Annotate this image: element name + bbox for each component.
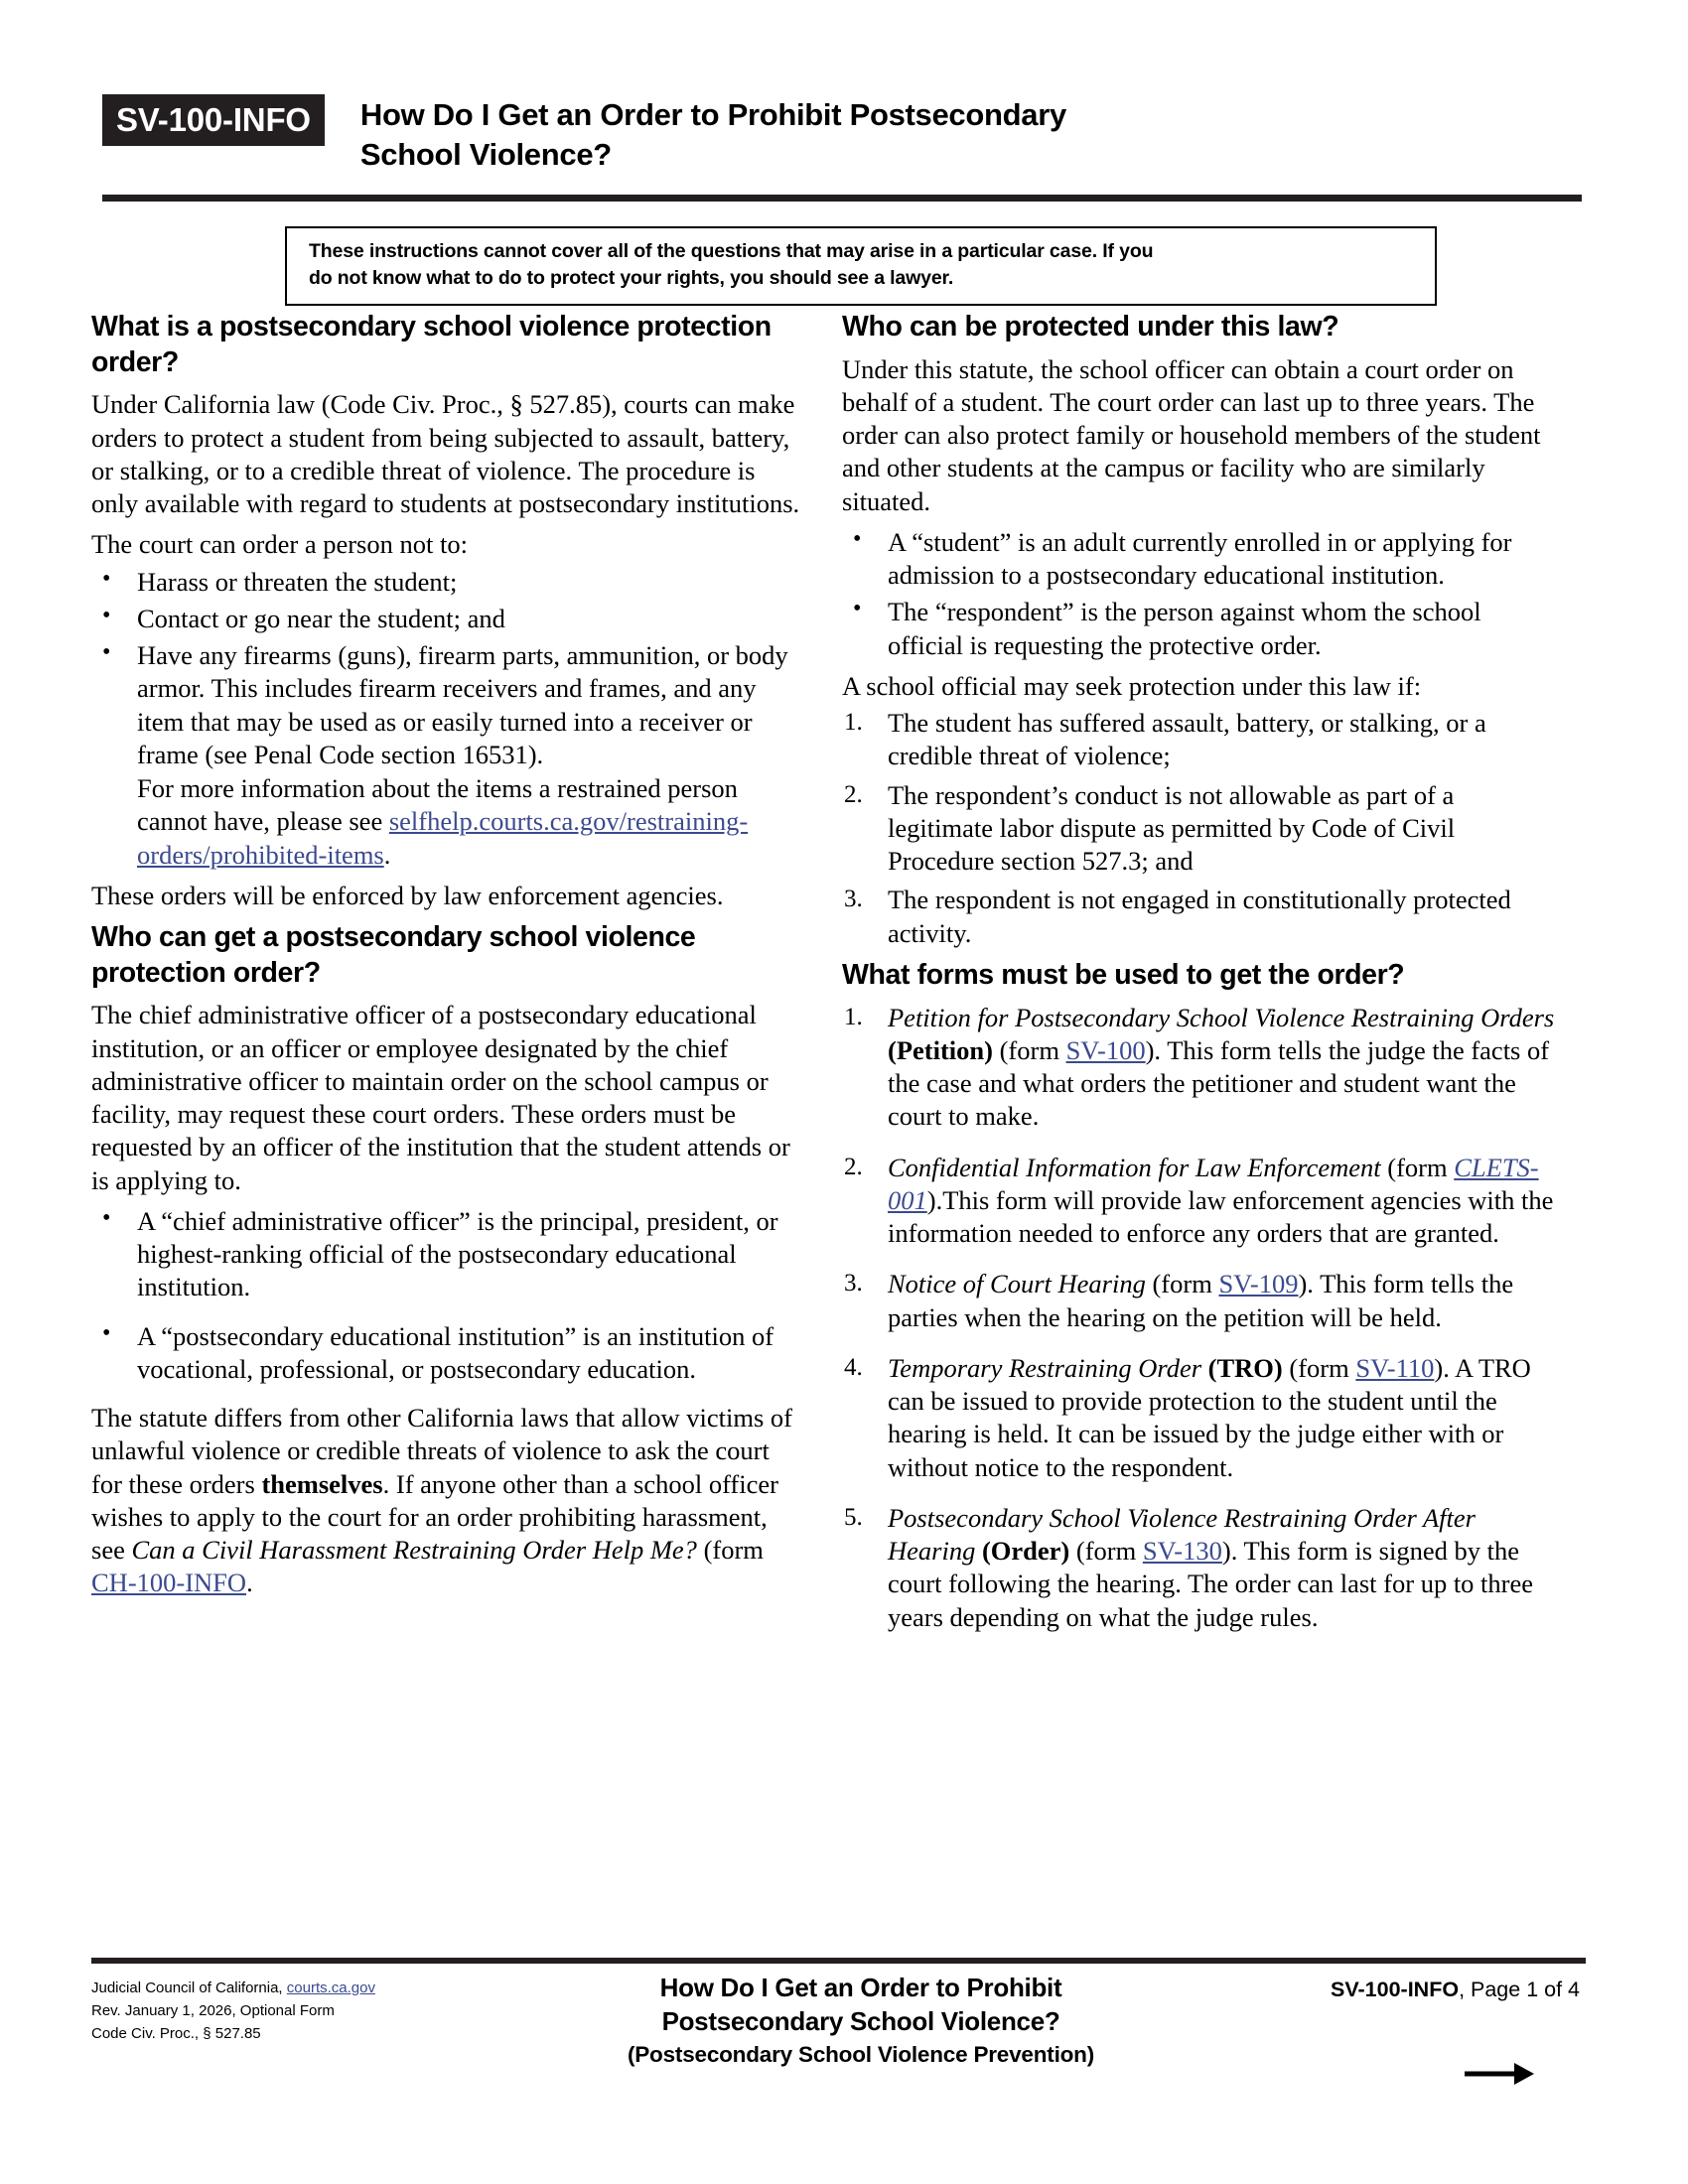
list-item: • A “postsecondary educational institution” is an institution of vocational, professional, or postsecondary education.	[91, 1320, 804, 1387]
list-item-text: Have any firearms (guns), firearm parts, ammunition, or body armor. This includes firearm receivers and frames, and any item that may be used as or easily turned into a receiver or frame (see Penal Code section 16531).	[137, 640, 788, 769]
form-mid-text: (form	[1282, 1352, 1356, 1383]
list-item	[842, 779, 1555, 879]
form-link-sv-109[interactable]: SV-109	[1218, 1269, 1299, 1299]
prohibited-items-link[interactable]: selfhelp.courts.ca.gov/restraining-orders/prohibited-items	[137, 806, 749, 870]
firearms-more-info-paragraph	[137, 772, 804, 872]
list-marker: 1.	[844, 709, 863, 737]
list-item	[842, 1352, 1555, 1484]
list-item: • Contact or go near the student; and	[91, 603, 804, 635]
footer-title-line2: Postsecondary School Violence?	[661, 2005, 1060, 2036]
more-info-suffix: .	[383, 839, 391, 870]
list-item: • A “chief administrative officer” is the principal, president, or highest-ranking official of the postsecondary educational institution.	[91, 1205, 804, 1304]
list-marker: 4.	[844, 1353, 863, 1381]
list-item	[842, 1002, 1555, 1134]
paragraph-under-california-law: Under California law (Code Civ. Proc., § 527.85), courts can make orders to protect a student from being subjected to assault, battery, or stalking, or to a credible threat of violence. The procedure is only available with regard to students at postsecondary institutions.	[91, 389, 800, 518]
footer-center-block	[479, 1972, 1243, 2071]
form-short-name-bold: (TRO)	[1201, 1352, 1283, 1383]
list-item-text: The student has suffered assault, battery, or stalking, or a credible threat of violence;	[888, 708, 1486, 771]
footer-subtitle-line: (Postsecondary School Violence Prevention)	[627, 2041, 1095, 2067]
list-item	[842, 707, 1555, 773]
footer-divider-rule	[91, 1958, 1586, 1964]
list-definitions-left	[91, 1205, 804, 1386]
page-title-line1: How Do I Get an Order to Prohibit Postsecondary	[359, 97, 1066, 132]
list-item	[842, 1268, 1555, 1334]
form-link-sv-110[interactable]: SV-110	[1355, 1352, 1435, 1383]
form-title-italic: Postsecondary School Violence Restraining Order After Hearing	[888, 1502, 1476, 1566]
list-definitions-right	[842, 526, 1555, 662]
statute-text-part4: .	[246, 1568, 253, 1598]
list-item	[842, 1152, 1555, 1251]
page-title	[360, 94, 1066, 175]
paragraph-enforced-by-law-enforcement: These orders will be enforced by law enforcement agencies.	[91, 880, 724, 910]
list-marker: 3.	[844, 886, 863, 913]
heading-what-is-order: What is a postsecondary school violence protection order?	[91, 311, 772, 378]
right-column	[842, 310, 1555, 1652]
statute-italic-form-title: Can a Civil Harassment Restraining Order Help Me?	[131, 1535, 697, 1565]
form-mid-text: (form	[1069, 1536, 1143, 1566]
form-description: ).This form will provide law enforcement agencies with the information needed to enforce any orders that are granted.	[888, 1184, 1554, 1248]
form-short-name-bold: (Order)	[975, 1536, 1070, 1566]
statute-bold-themselves: themselves	[261, 1468, 383, 1499]
list-marker: 3.	[844, 1270, 863, 1297]
list-item: • The “respondent” is the person against whom the school official is requesting the protective order.	[842, 596, 1555, 662]
form-short-name-bold: (Petition)	[888, 1034, 993, 1065]
form-mid-text: (form	[1380, 1152, 1455, 1182]
form-title-italic: Temporary Restraining Order	[888, 1352, 1202, 1383]
footer-judicial-council-line	[91, 1978, 375, 2000]
paragraph-statute-differs	[91, 1402, 804, 1600]
footer-right-block	[1331, 1978, 1580, 2002]
lead-in-court-can-order: The court can order a person not to:	[91, 529, 468, 560]
paragraph-under-this-statute: Under this statute, the school officer can obtain a court order on behalf of a student. The court order can last up to three years. The order can also protect family or household members of the student and other students at the campus or facility who are similarly situated.	[842, 353, 1541, 516]
statute-text-part2: . If anyone other than a school officer wishes to apply to the court for an order prohibiting harassment, see	[91, 1468, 778, 1565]
list-item-text: The respondent’s conduct is not allowable as part of a legitimate labor dispute as permitted by Code of Civil Procedure section 527.3; and	[888, 779, 1456, 877]
page-footer	[91, 1972, 1586, 2120]
list-marker: 1.	[844, 1003, 863, 1030]
form-link-sv-100[interactable]: SV-100	[1065, 1034, 1146, 1065]
ch-100-info-link[interactable]: CH-100-INFO	[91, 1568, 247, 1598]
footer-council-prefix: Judicial Council of California,	[91, 1979, 287, 1996]
list-court-orders	[91, 566, 804, 872]
heading-who-can-get-order: Who can get a postsecondary school violence protection order?	[91, 921, 696, 989]
left-column	[91, 310, 804, 1608]
header-row	[102, 94, 1582, 175]
lead-in-school-official-may-seek: A school official may seek protection under this law if:	[842, 670, 1422, 701]
statute-text-part3: (form	[696, 1535, 764, 1565]
form-title-italic: Petition for Postsecondary School Violence Restraining Orders	[888, 1002, 1555, 1032]
form-title-italic: Notice of Court Hearing	[888, 1269, 1146, 1299]
paragraph-chief-administrative-officer: The chief administrative officer of a postsecondary educational institution, or an officer or employee designated by the chief administrative officer to maintain order on the school campus or facility, may request these court orders. These orders must be requested by an officer of the institution that the student attends or is applying to.	[91, 1000, 790, 1195]
form-description: ). This form tells the parties when the hearing on the petition will be held.	[888, 1269, 1514, 1332]
list-item	[842, 1502, 1555, 1634]
list-item: • Harass or threaten the student;	[91, 566, 804, 599]
footer-left-block	[91, 1978, 375, 2045]
heading-who-can-be-protected: Who can be protected under this law?	[842, 311, 1339, 342]
list-marker: 2.	[844, 780, 863, 808]
list-item: • A “student” is an adult currently enrolled in or applying for admission to a postsecondary educational institution.	[842, 526, 1555, 593]
footer-form-number: SV-100-INFO	[1331, 1978, 1460, 2001]
list-item	[842, 884, 1555, 950]
form-number-badge: SV-100-INFO	[102, 94, 325, 146]
notice-line-2: do not know what to do to protect your rights, you should see a lawyer.	[309, 266, 954, 289]
footer-revision-line: Rev. January 1, 2026, Optional Form	[91, 2001, 335, 2019]
form-link-clets-001[interactable]: CLETS-001	[888, 1152, 1539, 1215]
right-arrow-icon	[1463, 2059, 1536, 2089]
footer-title-line1: How Do I Get an Order to Prohibit	[659, 1973, 1062, 2002]
instructions-notice-box	[285, 226, 1437, 306]
header-divider-rule	[102, 195, 1582, 202]
form-link-sv-130[interactable]: SV-130	[1142, 1536, 1222, 1566]
form-mid-text: (form	[1145, 1269, 1219, 1299]
heading-what-forms-must-be-used: What forms must be used to get the order?	[842, 958, 1405, 991]
statute-text-part1: The statute differs from other California laws that allow victims of unlawful violence or credible threats of violence to ask the court for these orders	[91, 1403, 792, 1499]
list-protection-conditions	[842, 707, 1555, 950]
list-marker: 5.	[844, 1503, 863, 1531]
more-info-prefix: For more information about the items a restrained person cannot have, please see	[137, 773, 738, 837]
footer-code-citation-line: Code Civ. Proc., § 527.85	[91, 2024, 261, 2042]
list-marker: 2.	[844, 1153, 863, 1180]
form-description: ). This form is signed by the court following the hearing. The order can last for up to three years depending on what the judge rules.	[888, 1536, 1534, 1632]
form-description: ). A TRO can be issued to provide protection to the student until the hearing is held. It can be issued by the judge either with or without notice to the respondent.	[888, 1352, 1531, 1482]
notice-line-1: These instructions cannot cover all of the questions that may arise in a particular case. If you	[309, 240, 1154, 262]
page-title-line2: School Violence?	[359, 136, 612, 172]
page-header	[102, 94, 1582, 175]
list-required-forms	[842, 1002, 1555, 1634]
form-mid-text: (form	[992, 1034, 1066, 1065]
footer-page-number: , Page 1 of 4	[1459, 1978, 1580, 2001]
form-description: ). This form tells the judge the facts of the case and what orders the petitioner and student want the court to make.	[888, 1034, 1550, 1132]
list-item-text: The respondent is not engaged in constitutionally protected activity.	[888, 885, 1511, 948]
form-title-italic: Confidential Information for Law Enforcement	[888, 1152, 1381, 1182]
courts-ca-gov-link[interactable]: courts.ca.gov	[286, 1979, 375, 1996]
list-item	[91, 639, 804, 872]
